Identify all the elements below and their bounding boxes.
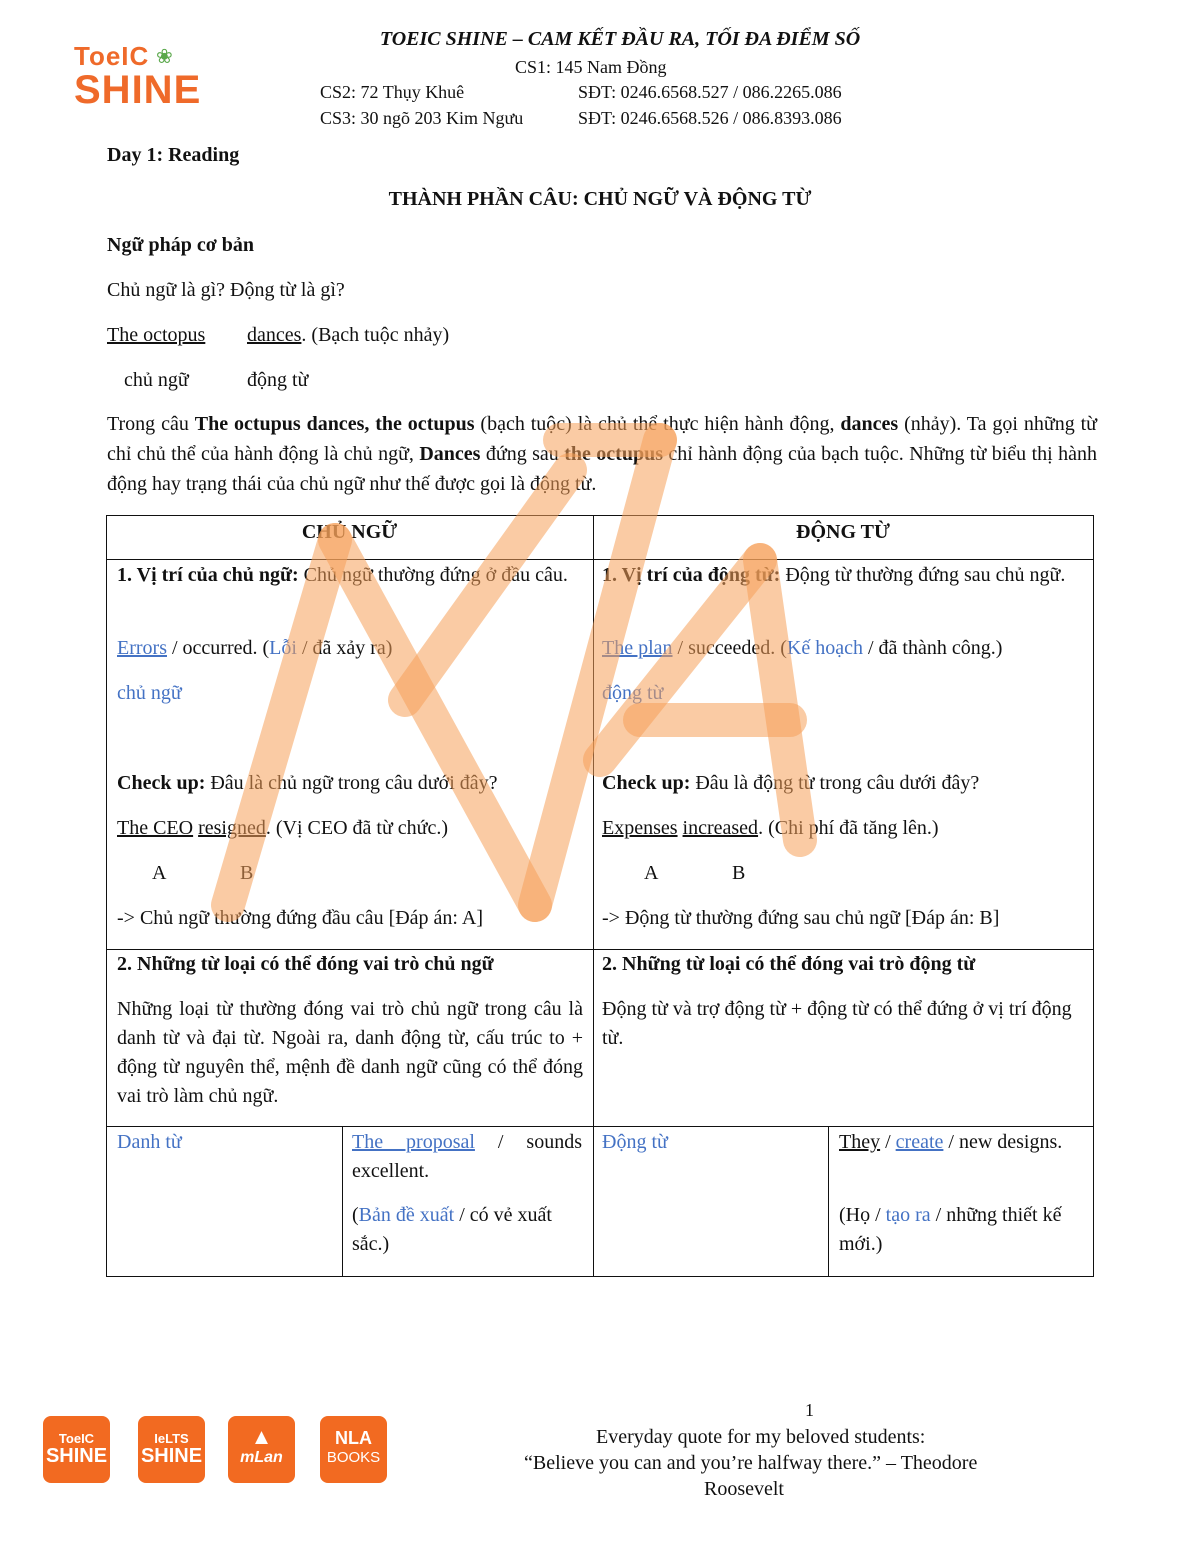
rule-text: Chủ ngữ thường đứng ở đầu câu. — [298, 564, 568, 586]
phone-cs3: SĐT: 0246.6568.526 / 086.8393.086 — [578, 108, 842, 128]
translation-text: / đã thành công.) — [863, 637, 1003, 659]
subject-checkup-sentence — [117, 814, 448, 843]
option-a-text: The CEO — [117, 817, 194, 839]
example-word: create — [895, 1131, 944, 1153]
footer-logo-ielts-shine — [138, 1416, 205, 1483]
column-header-subject: CHỦ NGỮ — [301, 521, 398, 543]
option-b-text: increased — [682, 817, 759, 839]
rule-text: Động từ thường đứng sau chủ ngữ. — [780, 564, 1066, 586]
example-text: / occurred. ( — [166, 637, 270, 659]
translation-word: Kế hoạch — [786, 637, 863, 659]
example-word: The proposal — [352, 1131, 475, 1153]
leaf-icon: ❀ — [156, 44, 173, 68]
verb-label: Động từ — [602, 1131, 668, 1153]
phone-cs2: SĐT: 0246.6568.527 / 086.2265.086 — [578, 82, 842, 102]
page-number: 1 — [805, 1400, 814, 1420]
verb-types-text: Động từ và trợ động từ + động từ có thể đứng ở vị trí động từ. — [602, 998, 1072, 1049]
rule-title: 1. Vị trí của động từ: — [602, 564, 781, 586]
example-text: / new designs. — [943, 1131, 1063, 1153]
option-a-text: Expenses — [602, 817, 678, 839]
option-a-label: A — [152, 862, 167, 884]
logo-bottom-text: SHINE — [74, 68, 202, 112]
option-b-label: B — [732, 862, 746, 884]
translation-word: tạo ra — [885, 1204, 931, 1226]
logo-top-text: ToeIC — [74, 41, 150, 71]
verb-translation — [839, 1201, 1083, 1259]
checkup-text: Đâu là động từ trong câu dưới đây? — [690, 772, 980, 794]
para-text: chỉ hành động của bạch tuộc. Những từ biểu thị hành động hay trạng thái của chủ ngữ như thế được gọi là động từ. — [107, 443, 1098, 495]
mountain-icon: ▲ — [250, 1424, 273, 1449]
header-title: TOEIC SHINE – CAM KẾT ĐẦU RA, TỐI ĐA ĐIỂM SỐ — [379, 28, 861, 50]
subject-answer: -> Chủ ngữ thường đứng đầu câu [Đáp án: A] — [117, 907, 483, 929]
para-text: (nhảy). Ta gọi những từ chỉ chủ thể của hành động là chủ ngữ, — [107, 413, 1098, 465]
verb-example — [602, 634, 1002, 663]
checkup-title: Check up: — [602, 772, 691, 794]
checkup-text: Đâu là chủ ngữ trong câu dưới đây? — [205, 772, 498, 794]
footer-logo-top: NLA — [335, 1428, 372, 1448]
section-title: THÀNH PHẦN CÂU: CHỦ NGỮ VÀ ĐỘNG TỪ — [388, 188, 812, 210]
para-bold: The octupus dances, the octupus — [194, 413, 475, 435]
option-a-label: A — [644, 862, 659, 884]
example-verb-line — [247, 324, 449, 347]
verb-types-title: 2. Những từ loại có thể đóng vai trò động từ — [602, 953, 976, 975]
para-bold: dances — [840, 413, 899, 435]
option-b-text: resigned — [198, 817, 266, 839]
checkup-translation: . (Chi phí đã tăng lên.) — [758, 817, 939, 839]
verb-answer: -> Động từ thường đứng sau chủ ngữ [Đáp án: B] — [602, 907, 1000, 929]
quote-line-1: “Believe you can and you’re halfway there.” – Theodore — [524, 1452, 978, 1474]
translation-text: / những thiết kế mới.) — [839, 1204, 1062, 1255]
verb-position-rule — [602, 561, 1082, 590]
address-cs1: CS1: 145 Nam Đồng — [515, 57, 667, 77]
example-subject-word: They — [839, 1131, 881, 1153]
translation-text: / có vẻ xuất sắc.) — [352, 1204, 552, 1255]
translation-word: Lỗi — [269, 637, 297, 659]
table-border — [342, 1126, 343, 1277]
table-border — [106, 515, 1094, 516]
noun-translation — [352, 1201, 582, 1259]
address-cs3: CS3: 30 ngõ 203 Kim Ngưu — [320, 108, 524, 128]
example-subject: The octopus — [107, 324, 206, 346]
footer-logo-bottom: SHINE — [140, 1445, 203, 1467]
rule-title: 1. Vị trí của chủ ngữ: — [117, 564, 299, 586]
address-cs2: CS2: 72 Thụy Khuê — [320, 82, 465, 102]
grammar-table — [106, 515, 1094, 1277]
example-word: The plan — [602, 637, 673, 659]
footer-logo-nla-books — [320, 1416, 387, 1483]
table-border — [106, 1276, 1094, 1277]
subject-position-rule — [117, 561, 583, 590]
option-b-label: B — [240, 862, 254, 884]
footer-logo-bottom: BOOKS — [326, 1449, 381, 1466]
footer-logo-mlan — [228, 1416, 295, 1483]
verb-checkup — [602, 769, 979, 798]
explanation-paragraph — [107, 409, 1097, 499]
verb-checkup-sentence — [602, 814, 939, 843]
column-header-verb: ĐỘNG TỪ — [796, 521, 890, 543]
footer-logo-bottom: SHINE — [45, 1445, 108, 1467]
example-translation: . (Bạch tuộc nhảy) — [301, 324, 450, 346]
para-bold: Dances — [419, 443, 481, 465]
example-text: / sounds excellent. — [352, 1131, 582, 1182]
subject-checkup — [117, 769, 498, 798]
day-heading: Day 1: Reading — [107, 144, 240, 166]
subject-types-title: 2. Những từ loại có thể đóng vai trò chủ ngữ — [117, 953, 494, 975]
para-bold: the octupus — [564, 443, 663, 465]
toeic-shine-logo — [74, 41, 202, 122]
table-border — [106, 559, 1094, 560]
checkup-title: Check up: — [117, 772, 206, 794]
translation-text: (Họ / — [839, 1204, 886, 1226]
example-word: Errors — [117, 637, 167, 659]
intro-question: Chủ ngữ là gì? Động từ là gì? — [107, 279, 345, 301]
para-text: (bạch tuộc) là chủ thể thực hiện hành động, — [474, 413, 841, 435]
quote-line-2: Roosevelt — [704, 1478, 784, 1500]
table-border — [1093, 515, 1094, 1277]
grammar-heading: Ngữ pháp cơ bản — [107, 234, 255, 256]
footer-logo-top: IeLTS — [154, 1431, 189, 1446]
footer-logo-top: ToeIC — [58, 1431, 95, 1446]
subject-types-text: Những loại từ thường đóng vai trò chủ ngữ trong câu là danh từ và đại từ. Ngoài ra, danh động từ, cấu trúc to + động từ nguyên thể, mệnh đề danh ngữ cũng có thể đóng vai trò làm chủ ngữ. — [117, 998, 583, 1107]
translation-word: Bản đề xuất — [358, 1204, 455, 1226]
para-text: đứng sau — [480, 443, 565, 465]
footer-logo-bottom: mLan — [240, 1449, 283, 1466]
table-border — [593, 515, 594, 1277]
noun-example — [352, 1128, 582, 1186]
translation-text: / đã xảy ra) — [296, 637, 393, 659]
table-border — [106, 515, 107, 1277]
para-text: Trong câu — [107, 413, 195, 435]
label-subject: chủ ngữ — [124, 369, 189, 391]
table-border — [106, 1126, 1094, 1127]
subject-example — [117, 634, 392, 663]
verb-example-label: động từ — [602, 682, 664, 704]
example-text: / succeeded. ( — [672, 637, 787, 659]
verb-example — [839, 1128, 1083, 1157]
translation-text: ( — [352, 1204, 359, 1226]
table-border — [828, 1126, 829, 1277]
label-verb: động từ — [247, 369, 309, 391]
checkup-translation: . (Vị CEO đã từ chức.) — [265, 817, 449, 839]
example-verb: dances — [247, 324, 302, 346]
noun-label: Danh từ — [117, 1131, 182, 1153]
footer-logo-toeic-shine — [43, 1416, 110, 1483]
subject-example-label: chủ ngữ — [117, 682, 182, 704]
quote-intro: Everyday quote for my beloved students: — [596, 1426, 926, 1448]
example-text: / — [880, 1131, 896, 1153]
